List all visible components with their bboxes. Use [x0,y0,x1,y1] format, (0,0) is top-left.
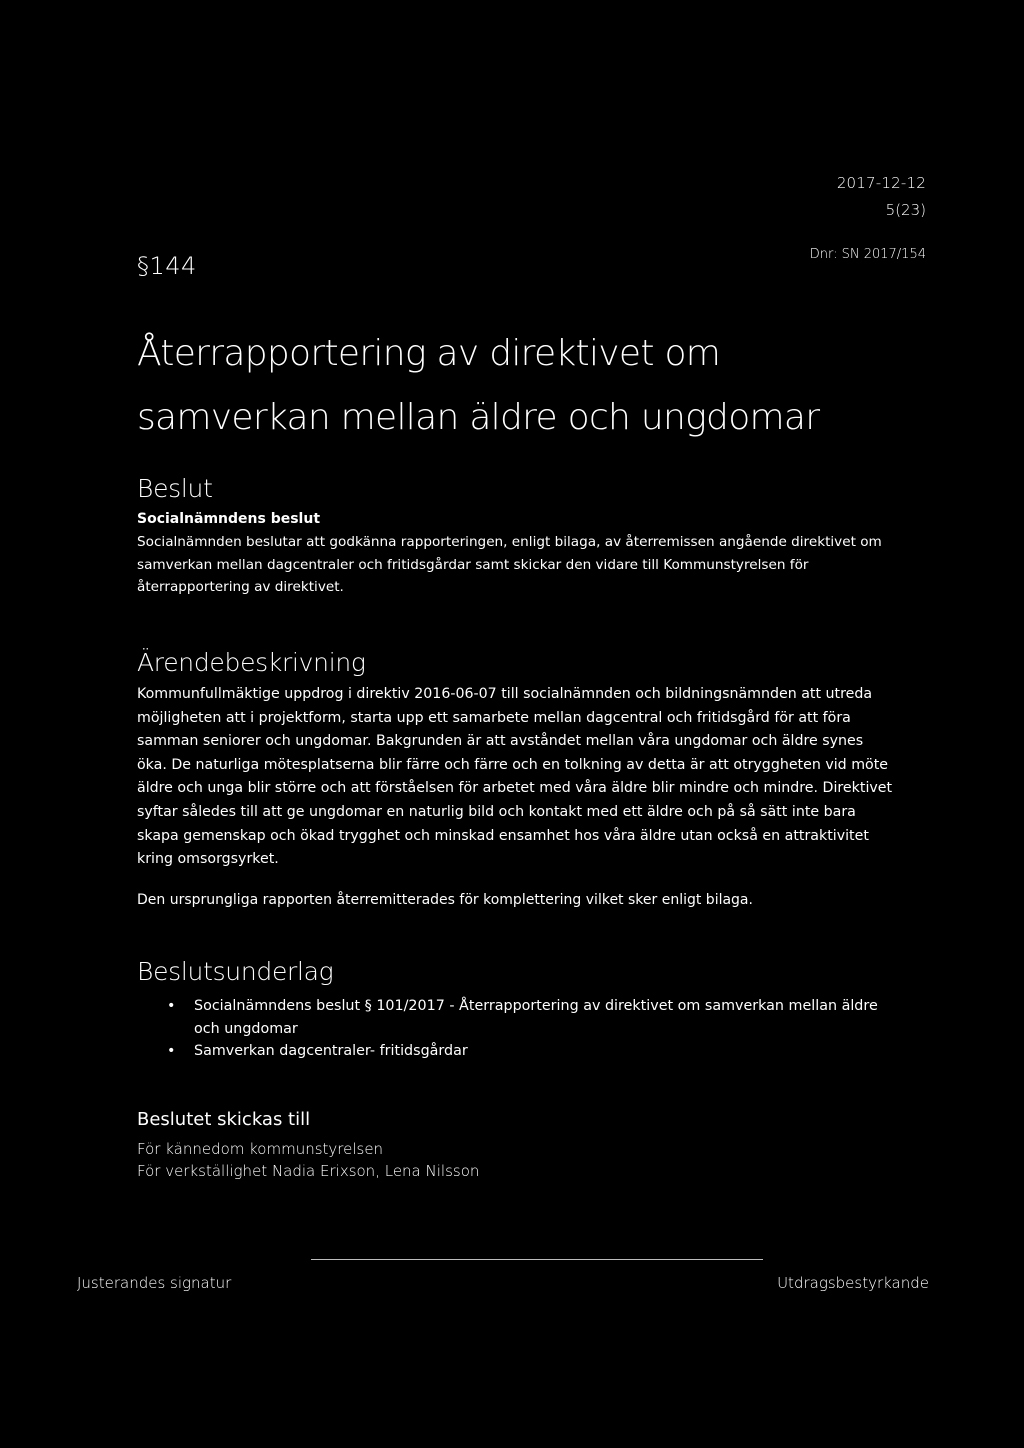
skickas-line-verkstallighet: För verkställighet Nadia Erixson, Lena Nilsson [137,1162,480,1180]
arendebeskrivning-heading: Ärendebeskrivning [137,648,366,677]
list-item [137,1040,897,1063]
page-number: 5(23) [885,201,926,219]
meeting-date: 2017-12-12 [836,174,926,192]
arendebeskrivning-paragraph-1: Kommunfullmäktige uppdrog i direktiv 2016-06-07 till socialnämnden och bildningsnämnden att utreda möjligheten att i projektform, starta upp ett samarbete mellan dagcentral och fritidsgård för att föra samman seniorer och ungdomar. Bakgrunden är att avståndet mellan våra ungdomar och äldre synes öka. De naturliga mötesplatserna blir färre och färre och en tolkning av detta är att otryggheten vid möte äldre och unga blir större och att förståelsen för arbetet med våra äldre blir mindre och mindre. Direktivet syftar således till att ge ungdomar en naturlig bild och kontakt med ett äldre och på så sätt inte bara skapa gemenskap och ökad trygghet och minskad ensamhet hos våra äldre utan också en attraktivitet kring omsorgsyrket. [137,686,893,868]
document-title-line-2: samverkan mellan äldre och ungdomar [137,397,820,438]
footer-utdragsbestyrkande: Utdragsbestyrkande [777,1274,929,1292]
footer-divider [311,1259,763,1260]
document-title-line-1: Återrapportering av direktivet om [137,333,721,374]
footer-justerandes-signatur: Justerandes signatur [77,1274,232,1292]
list-item [137,995,897,1040]
list-item-text: Samverkan dagcentraler- fritidsgårdar [194,1043,468,1059]
diary-number: Dnr: SN 2017/154 [809,247,926,262]
skickas-heading: Beslutet skickas till [137,1109,311,1130]
beslut-subheading: Socialnämndens beslut [137,511,321,527]
beslutsunderlag-list [137,995,897,1063]
skickas-line-kannedom: För kännedom kommunstyrelsen [137,1140,384,1158]
beslutsunderlag-heading: Beslutsunderlag [137,957,334,986]
arendebeskrivning-paragraph-2: Den ursprungliga rapporten återremitterades för komplettering vilket sker enligt bilaga. [137,892,753,908]
bullet-icon: • [167,998,176,1014]
bullet-icon: • [167,1043,176,1059]
paragraph-number: §144 [137,252,197,280]
beslut-text: Socialnämnden beslutar att godkänna rapporteringen, enligt bilaga, av återremissen angående direktivet om samverkan mellan dagcentraler och fritidsgårdar samt skickar den vidare till Kommunstyrelsen för återrapportering av direktivet. [137,534,882,596]
list-item-text: Socialnämndens beslut § 101/2017 - Återrapportering av direktivet om samverkan mellan äldre och ungdomar [194,998,878,1037]
beslut-heading: Beslut [137,474,213,503]
